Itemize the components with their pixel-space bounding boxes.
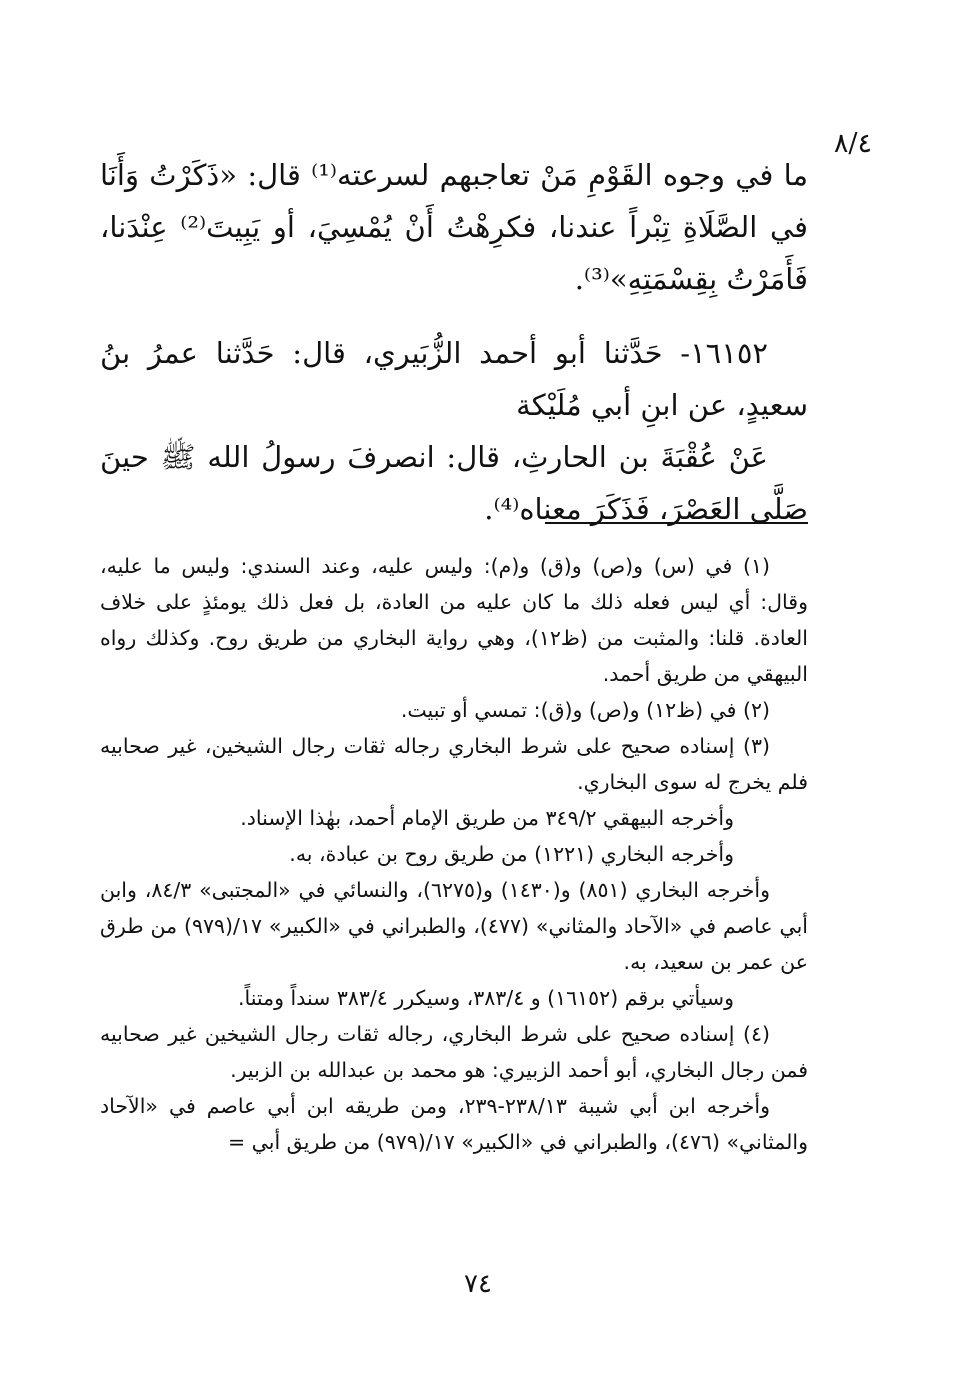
footnote-3-takhrij-2: وأخرجه البخاري (١٢٢١) من طريق روح بن عبادة، به. bbox=[289, 842, 734, 866]
footnote-3: (٣) إسناده صحيح على شرط البخاري رجاله ثقات رجال الشيخين، غير صحابيه فلم يخرج له سوى البخاري. bbox=[100, 734, 808, 794]
footnote-3-takhrij-3: وأخرجه البخاري (٨٥١) و(١٤٣٠) و(٦٢٧٥)، والنسائي في «المجتبى» ٨٤/٣، وابن أبي عاصم في «الآحاد والمثاني» (٤٧٧)، والطبراني في «الكبير» ١٧/(٩٧٩) من طرق عن عمر بن سعيد، به. bbox=[100, 878, 808, 974]
footnote-2: (٢) في (ظ١٢) و(ص) و(ق): تمسي أو تبيت. bbox=[400, 698, 770, 722]
footnote-4-takhrij-1: وأخرجه ابن أبي شيبة ٢٣٨/١٣-٢٣٩، ومن طريقه ابن أبي عاصم في «الآحاد والمثاني» (٤٧٦)، والطبراني في «الكبير» ١٧/(٩٧٩) من طريق أبي = bbox=[100, 1094, 808, 1154]
page-number: ٧٤ bbox=[464, 1269, 492, 1299]
footnotes bbox=[100, 548, 808, 1160]
hadith-matn-16152: عَنْ عُقْبَةَ بن الحارثِ، قال: انصرفَ رسولُ الله ﷺ حينَ صَلَّى العَصْرَ، فَذَكَرَ معناه⁽⁴⁾. bbox=[100, 440, 808, 526]
footnote-separator bbox=[545, 522, 808, 524]
footnote-1: (١) في (س) و(ص) و(ق) و(م): وليس عليه، وعند السندي: وليس ما عليه، وقال: أي ليس فعله ذلك ما كان عليه من العادة، بل فعل ذلك يومئذٍ على خلاف العادة. قلنا: والمثبت من (ظ١٢)، وهي رواية البخاري من طريق روح. وكذلك رواه البيهقي من طريق أحمد. bbox=[100, 554, 808, 686]
footnote-4: (٤) إسناده صحيح على شرط البخاري، رجاله ثقات رجال الشيخين غير صحابيه فمن رجال البخاري، أبو أحمد الزبيري: هو محمد بن عبدالله بن الزبير. bbox=[100, 1022, 808, 1082]
footnote-3-takhrij-4: وسيأتي برقم (١٦١٥٢) و ٣٨٣/٤، وسيكرر ٣٨٣/٤ سنداً ومتناً. bbox=[237, 986, 734, 1010]
main-paragraph-continuation: ما في وجوه القَوْمِ مَنْ تعاجبهم لسرعته⁽¹⁾ قال: «ذَكَرْتُ وَأَنَا في الصَّلَاةِ تِبْراً عندنا، فكرِهْتُ أَنْ يُمْسِيَ، أو يَبِيتَ⁽²⁾ عِنْدَنا، فَأَمَرْتُ بِقِسْمَتِهِ»⁽³⁾. bbox=[100, 158, 808, 296]
margin-volume-reference: ٨/٤ bbox=[833, 128, 872, 159]
hadith-isnad-16152: ١٦١٥٢- حَدَّثنا أبو أحمد الزُّبَيري، قال: حَدَّثنا عمرُ بنُ سعيدٍ، عن ابنِ أبي مُلَيْكة bbox=[100, 336, 808, 422]
footnote-3-takhrij-1: وأخرجه البيهقي ٣٤٩/٢ من طريق الإمام أحمد، بهٰذا الإسناد. bbox=[240, 806, 734, 830]
